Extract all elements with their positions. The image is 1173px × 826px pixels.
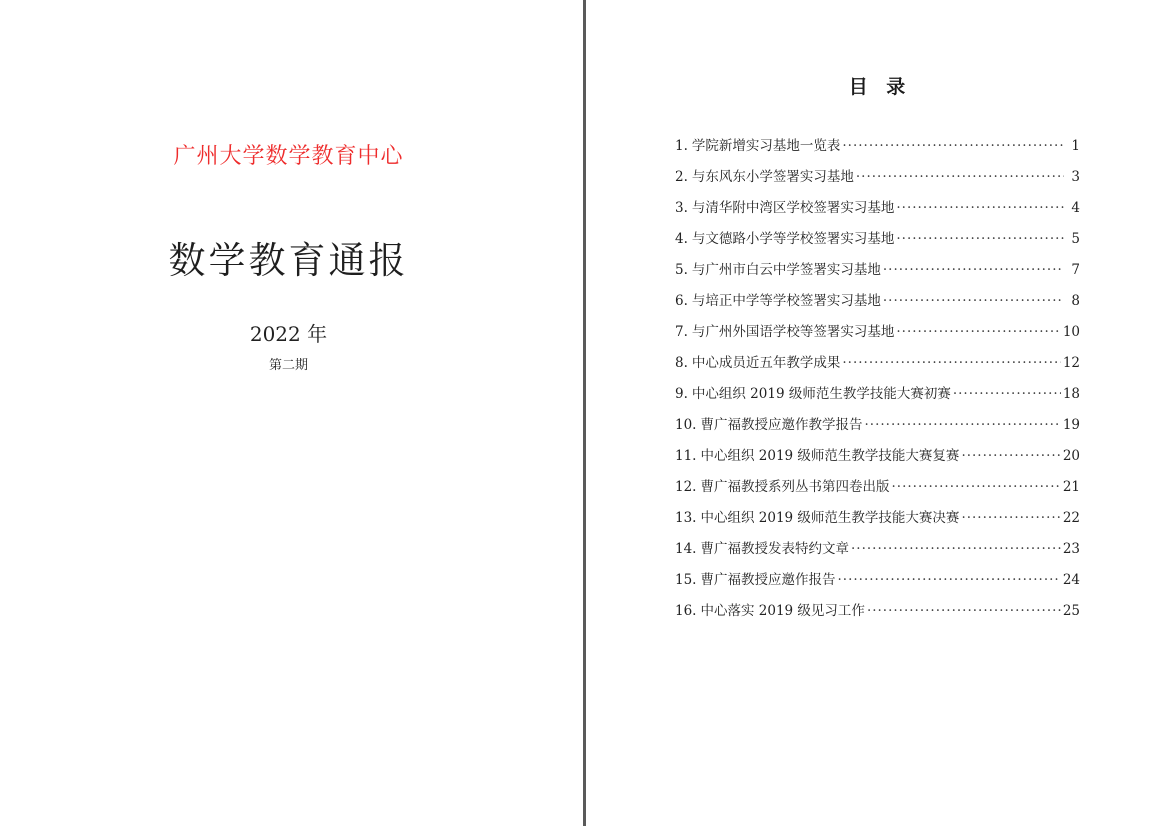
toc-leader-dots — [961, 510, 1060, 526]
toc-leader-dots — [864, 417, 1060, 433]
toc-leader-dots — [896, 231, 1064, 247]
toc-item-title: 曹广福教授应邀作教学报告 — [700, 417, 863, 433]
toc-item-number: 10. — [675, 417, 697, 433]
toc-item-page: 21 — [1062, 479, 1080, 495]
toc-item-page: 1 — [1071, 138, 1080, 154]
toc-item[interactable] — [675, 568, 1080, 599]
toc-item-title: 与文德路小学等学校签署实习基地 — [691, 231, 895, 247]
toc-item-title: 与广州市白云中学签署实习基地 — [691, 262, 881, 278]
toc-item-page: 18 — [1062, 386, 1080, 402]
toc-item-title: 与广州外国语学校等签署实习基地 — [691, 324, 895, 340]
toc-item-title: 与东风东小学签署实习基地 — [691, 169, 854, 185]
toc-item[interactable] — [675, 506, 1080, 537]
toc-item-page: 25 — [1062, 603, 1080, 619]
toc-item-page: 20 — [1062, 448, 1080, 464]
toc-item-page: 19 — [1062, 417, 1080, 433]
toc-item-title: 与清华附中湾区学校签署实习基地 — [691, 200, 895, 216]
toc-leader-dots — [842, 355, 1060, 371]
toc-leader-dots — [961, 448, 1060, 464]
toc-item-title: 学院新增实习基地一览表 — [691, 138, 841, 154]
toc-item[interactable] — [675, 165, 1080, 196]
toc-item-number: 12. — [675, 479, 697, 495]
toc-item-number: 9. — [675, 386, 688, 402]
toc-item-number: 16. — [675, 603, 697, 619]
toc-leader-dots — [896, 324, 1060, 340]
toc-item[interactable] — [675, 475, 1080, 506]
toc-item-title: 中心组织 2019 级师范生教学技能大赛决赛 — [700, 510, 960, 526]
toc-leader-dots — [896, 200, 1064, 216]
cover-page — [0, 0, 584, 826]
toc-item[interactable] — [675, 227, 1080, 258]
toc-item-title: 中心组织 2019 级师范生教学技能大赛初赛 — [691, 386, 951, 402]
toc-item-page: 23 — [1062, 541, 1080, 557]
toc-leader-dots — [891, 479, 1060, 495]
toc-item[interactable] — [675, 413, 1080, 444]
toc-item-title: 曹广福教授发表特约文章 — [700, 541, 849, 557]
toc-leader-dots — [837, 572, 1060, 588]
toc-leader-dots — [856, 169, 1064, 185]
toc-item[interactable] — [675, 289, 1080, 320]
toc-item-number: 13. — [675, 510, 697, 526]
toc-item-page: 5 — [1071, 231, 1080, 247]
cover-issue: 第二期 — [268, 358, 308, 373]
toc-item-number: 4. — [675, 231, 688, 247]
toc-item-page: 8 — [1071, 293, 1080, 309]
toc-heading: 目 录 — [848, 76, 912, 98]
toc-leader-dots — [867, 603, 1061, 619]
toc-item-page: 3 — [1071, 169, 1080, 185]
toc-item-number: 1. — [675, 138, 688, 154]
toc-list — [675, 134, 1080, 630]
toc-item-page: 7 — [1071, 262, 1080, 278]
toc-item-page: 12 — [1062, 355, 1080, 371]
toc-leader-dots — [842, 138, 1064, 154]
toc-item[interactable] — [675, 382, 1080, 413]
toc-item-number: 6. — [675, 293, 688, 309]
toc-item-title: 与培正中学等学校签署实习基地 — [691, 293, 881, 309]
toc-item-page: 24 — [1062, 572, 1080, 588]
toc-leader-dots — [851, 541, 1061, 557]
toc-item[interactable] — [675, 258, 1080, 289]
page-divider — [583, 0, 586, 826]
toc-item-number: 2. — [675, 169, 688, 185]
toc-item[interactable] — [675, 196, 1080, 227]
toc-item-title: 中心组织 2019 级师范生教学技能大赛复赛 — [700, 448, 960, 464]
toc-item[interactable] — [675, 599, 1080, 630]
toc-item-page: 22 — [1062, 510, 1080, 526]
toc-item-number: 3. — [675, 200, 688, 216]
toc-page — [587, 0, 1173, 826]
toc-item[interactable] — [675, 351, 1080, 382]
toc-item-title: 曹广福教授系列丛书第四卷出版 — [700, 479, 890, 495]
toc-item-title: 中心成员近五年教学成果 — [691, 355, 841, 371]
toc-item-number: 14. — [675, 541, 697, 557]
toc-item-title: 中心落实 2019 级见习工作 — [700, 603, 865, 619]
toc-item[interactable] — [675, 444, 1080, 475]
toc-item-number: 8. — [675, 355, 688, 371]
toc-item[interactable] — [675, 320, 1080, 351]
toc-item-page: 4 — [1071, 200, 1080, 216]
toc-leader-dots — [883, 262, 1064, 278]
toc-leader-dots — [953, 386, 1061, 402]
toc-item-number: 5. — [675, 262, 688, 278]
cover-title: 数学教育通报 — [168, 239, 409, 282]
toc-item-number: 11. — [675, 448, 697, 464]
toc-item-page: 10 — [1062, 324, 1080, 340]
cover-year: 2022 年 — [249, 322, 328, 346]
toc-item[interactable] — [675, 537, 1080, 568]
toc-item-number: 15. — [675, 572, 697, 588]
toc-item-number: 7. — [675, 324, 688, 340]
cover-organization: 广州大学数学教育中心 — [173, 144, 404, 169]
toc-item[interactable] — [675, 134, 1080, 165]
toc-item-title: 曹广福教授应邀作报告 — [700, 572, 836, 588]
toc-leader-dots — [883, 293, 1064, 309]
